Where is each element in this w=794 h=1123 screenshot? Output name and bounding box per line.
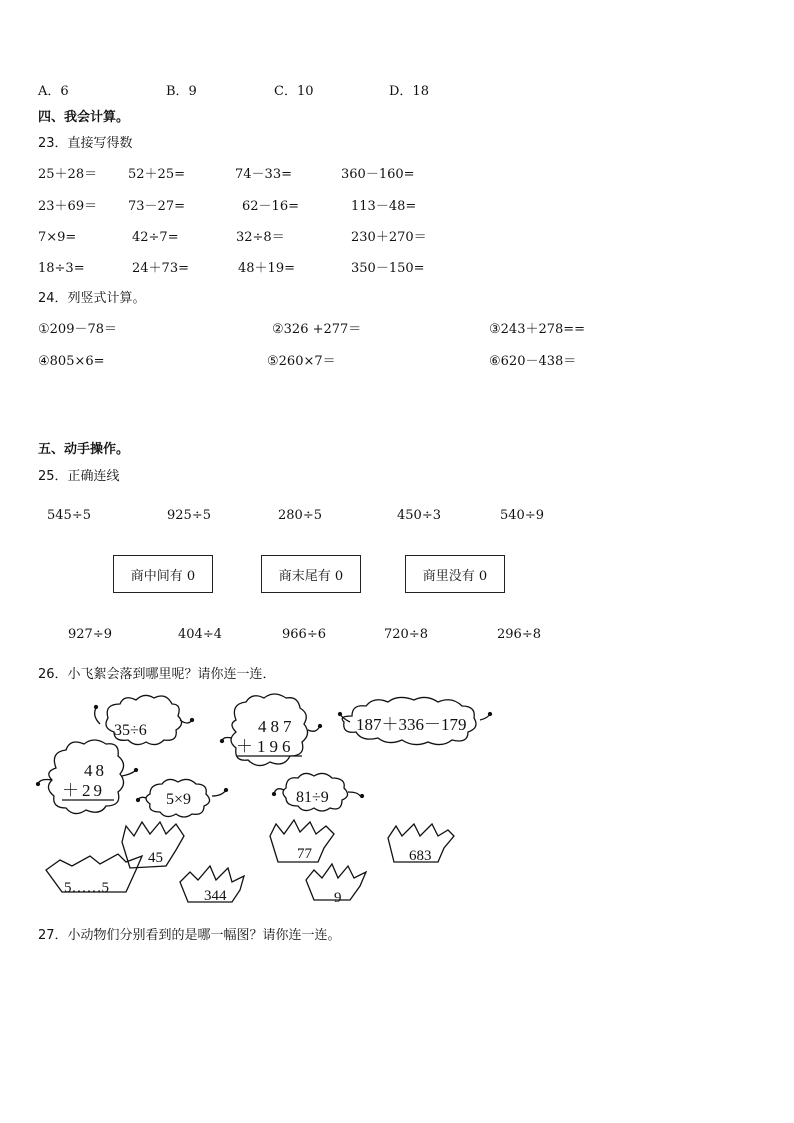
q24-item: ③243＋278== [489, 322, 586, 337]
section5-title: 五、动手操作。 [38, 442, 130, 457]
q25-bottom-expression: 966÷6 [282, 627, 326, 642]
section4-title: 四、我会计算。 [38, 110, 130, 125]
q24-item: ②326 +277＝ [272, 322, 362, 337]
q25-title: 25．正确连线 [38, 469, 120, 484]
puff-expression: 187＋336－179 [356, 715, 467, 734]
q25-top-expression: 450÷3 [397, 508, 441, 523]
category-box: 商中间有 0 [113, 555, 213, 593]
q23-item: 25＋28＝ [38, 167, 98, 182]
q23-item: 32÷8＝ [236, 230, 285, 245]
option-b: B．9 [166, 84, 197, 99]
q23-item: 74－33= [235, 167, 292, 182]
option-d: D．18 [389, 84, 429, 99]
q24-item: ④805×6= [38, 354, 105, 369]
puff-expression: 5×9 [166, 791, 192, 808]
q27-title: 27．小动物们分别看到的是哪一幅图？请你连一连。 [38, 928, 341, 943]
puff-expression: 48 [84, 761, 107, 780]
q25-top-expression: 280÷5 [278, 508, 322, 523]
puff-expression: 487 [258, 717, 296, 736]
q23-item: 18÷3= [38, 261, 85, 276]
grass-number: 683 [409, 848, 432, 864]
q23-item: 42÷7= [132, 230, 179, 245]
grass-number: 344 [204, 888, 227, 904]
q23-item: 73－27= [128, 199, 185, 214]
q23-item: 62－16= [242, 199, 299, 214]
q25-bottom-expression: 404÷4 [178, 627, 222, 642]
q23-title: 23．直接写得数 [38, 136, 133, 151]
q23-item: 360－160= [341, 167, 415, 182]
puff-expression: ＋29 [62, 781, 105, 800]
q25-bottom-expression: 296÷8 [497, 627, 541, 642]
q23-item: 230＋270＝ [351, 230, 427, 245]
grass-number: 77 [297, 846, 312, 862]
q25-bottom-expression: 720÷8 [384, 627, 428, 642]
q23-item: 7×9= [38, 230, 77, 245]
q25-bottom-expression: 927÷9 [68, 627, 112, 642]
q23-item: 24＋73= [132, 261, 189, 276]
q24-item: ①209－78＝ [38, 322, 118, 337]
option-c: C．10 [274, 84, 314, 99]
category-box: 商末尾有 0 [261, 555, 361, 593]
category-box: 商里没有 0 [405, 555, 505, 593]
option-a: A．6 [38, 84, 69, 99]
q24-title: 24．列竖式计算。 [38, 291, 146, 306]
grass-number: 9 [334, 890, 342, 906]
dandelion-figure [0, 690, 560, 920]
q25-top-expression: 925÷5 [167, 508, 211, 523]
puff-expression: 81÷9 [296, 789, 329, 806]
grass-number: 45 [148, 850, 163, 866]
q25-top-expression: 540÷9 [500, 508, 544, 523]
puff-expression: 35÷6 [114, 722, 147, 739]
q23-item: 48＋19= [238, 261, 295, 276]
q23-item: 113－48= [351, 199, 417, 214]
q23-item: 52＋25= [128, 167, 185, 182]
puff-expression: ＋196 [236, 737, 295, 756]
q24-item: ⑥620－438＝ [489, 354, 577, 369]
q26-title: 26．小飞絮会落到哪里呢？请你连一连． [38, 667, 276, 682]
q23-item: 350－150= [351, 261, 425, 276]
q25-top-expression: 545÷5 [47, 508, 91, 523]
grass-number: 5……5 [64, 880, 109, 896]
q23-item: 23＋69＝ [38, 199, 98, 214]
q24-item: ⑤260×7＝ [267, 354, 336, 369]
